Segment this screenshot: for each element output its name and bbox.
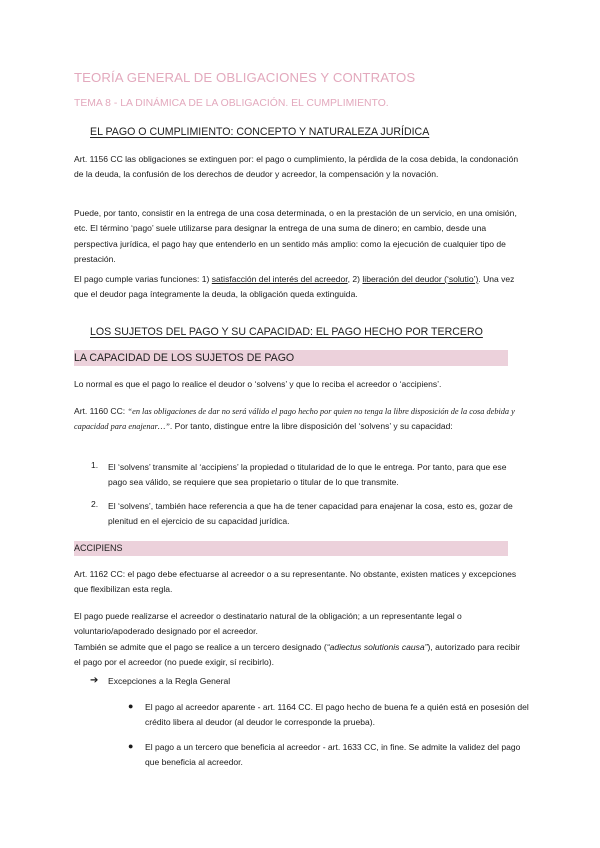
- arrow-right-icon: ➔: [90, 675, 99, 686]
- paragraph-art-1160: [74, 404, 524, 435]
- funciones-text-a: El pago cumple varias funciones: 1): [74, 274, 212, 284]
- bullet-item-acreedor-aparente: El pago al acreedor aparente - art. 1164 CC. El pago hecho de buena fe a quién está en posesión del crédito libera al deudor (al deudor le corresponde la prueba).: [145, 702, 529, 728]
- funciones-underline-1: satisfacción del interés del acreedor: [211, 274, 348, 284]
- bullet-item-pago-tercero: El pago a un tercero que beneficia al acreedor - art. 1633 CC, in fine. Se admite la validez del pago que beneficia al acreedor.: [145, 742, 521, 768]
- bullet-icon: ●: [128, 741, 134, 751]
- paragraph-funciones-pago: [74, 272, 524, 303]
- list-item-1: El ‘solvens’ transmite al ‘accipiens’ la propiedad o titularidad de lo que le entrega. Por tanto, para que ese pago sea válido, se requiere que sea propietario o titular de lo que transmite.: [108, 462, 507, 488]
- art-1160-text: . Por tanto, distingue entre la libre disposición del ‘solvens’ y su capacidad:: [169, 421, 453, 432]
- tercero-text-a: También se admite que el pago se realice a un tercero designado (: [74, 641, 327, 652]
- paragraph-concepto-pago: Puede, por tanto, consistir en la entrega de una cosa determinada, o en la prestación de un servicio, en una omisión, etc. El término ‘pago’ suele utilizarse para designar la entrega de una suma de dinero; en cambio, desde una perspectiva jurídica, el pago hay que entenderlo en un sentido más amplio: como la ejecución de cualquier tipo de prestación.: [74, 208, 517, 264]
- document-title: TEORÍA GENERAL DE OBLIGACIONES Y CONTRATOS: [74, 70, 416, 85]
- paragraph-art-1156: Art. 1156 CC las obligaciones se extinguen por: el pago o cumplimiento, la pérdida de la cosa debida, la condonación de la deuda, la confusión de los derechos de deudor y acreedor, la compensación y la novación.: [74, 154, 519, 180]
- highlight-heading-accipiens: ACCIPIENS: [74, 541, 508, 556]
- section-heading-pago-text: EL PAGO O CUMPLIMIENTO: CONCEPTO Y NATURALEZA JURÍDICA: [90, 126, 430, 138]
- list-item-2: El ‘solvens’, también hace referencia a que ha de tener capacidad para enajenar la cosa, esto es, gozar de plenitud en el ejercicio de su capacidad jurídica.: [108, 501, 513, 527]
- funciones-text-c: . Una vez que el deudor paga íntegramente la deuda, la obligación queda extinguida.: [74, 274, 515, 300]
- section-heading-pago: [90, 126, 429, 138]
- section-heading-sujetos-text: LOS SUJETOS DEL PAGO Y SU CAPACIDAD: EL PAGO HECHO POR TERCERO: [90, 326, 483, 338]
- paragraph-destinatario-pago: [74, 609, 524, 670]
- paragraph-solvens-accipiens: Lo normal es que el pago lo realice el deudor o ‘solvens’ y que lo reciba el acreedor o ‘accipiens’.: [74, 379, 442, 389]
- art-1160-label: Art. 1160 CC:: [74, 406, 128, 416]
- document-subtitle: TEMA 8 - LA DINÁMICA DE LA OBLIGACIÓN. EL CUMPLIMIENTO.: [74, 98, 389, 109]
- destinatario-text: El pago puede realizarse el acreedor o destinatario natural de la obligación; a un representante legal o voluntario/apoderado designado por el acreedor.: [74, 611, 462, 637]
- paragraph-art-1162: Art. 1162 CC: el pago debe efectuarse al acreedor o a su representante. No obstante, existen matices y excepciones que flexibilizan esta regla.: [74, 569, 517, 595]
- list-number-1: 1.: [91, 460, 99, 470]
- tercero-text-b: ), autorizado para recibir el pago por el acreedor (no puede exigir, sí recibirlo).: [74, 641, 521, 667]
- art-1160-quote: “en las obligaciones de dar no será válido el pago hecho por quien no tenga la libre disposición de la cosa debida y capacidad para enajenar…”: [74, 407, 515, 432]
- adiectus-italic: “adiectus solutionis causa”: [326, 641, 428, 652]
- highlight-heading-capacidad: LA CAPACIDAD DE LOS SUJETOS DE PAGO: [74, 350, 508, 366]
- list-item-excepciones: Excepciones a la Regla General: [108, 676, 231, 686]
- funciones-underline-2: liberación del deudor (‘solutio’): [362, 274, 479, 284]
- funciones-text-b: , 2): [347, 274, 363, 284]
- list-number-2: 2.: [91, 499, 99, 509]
- bullet-icon: ●: [128, 701, 134, 711]
- section-heading-sujetos: [90, 326, 483, 338]
